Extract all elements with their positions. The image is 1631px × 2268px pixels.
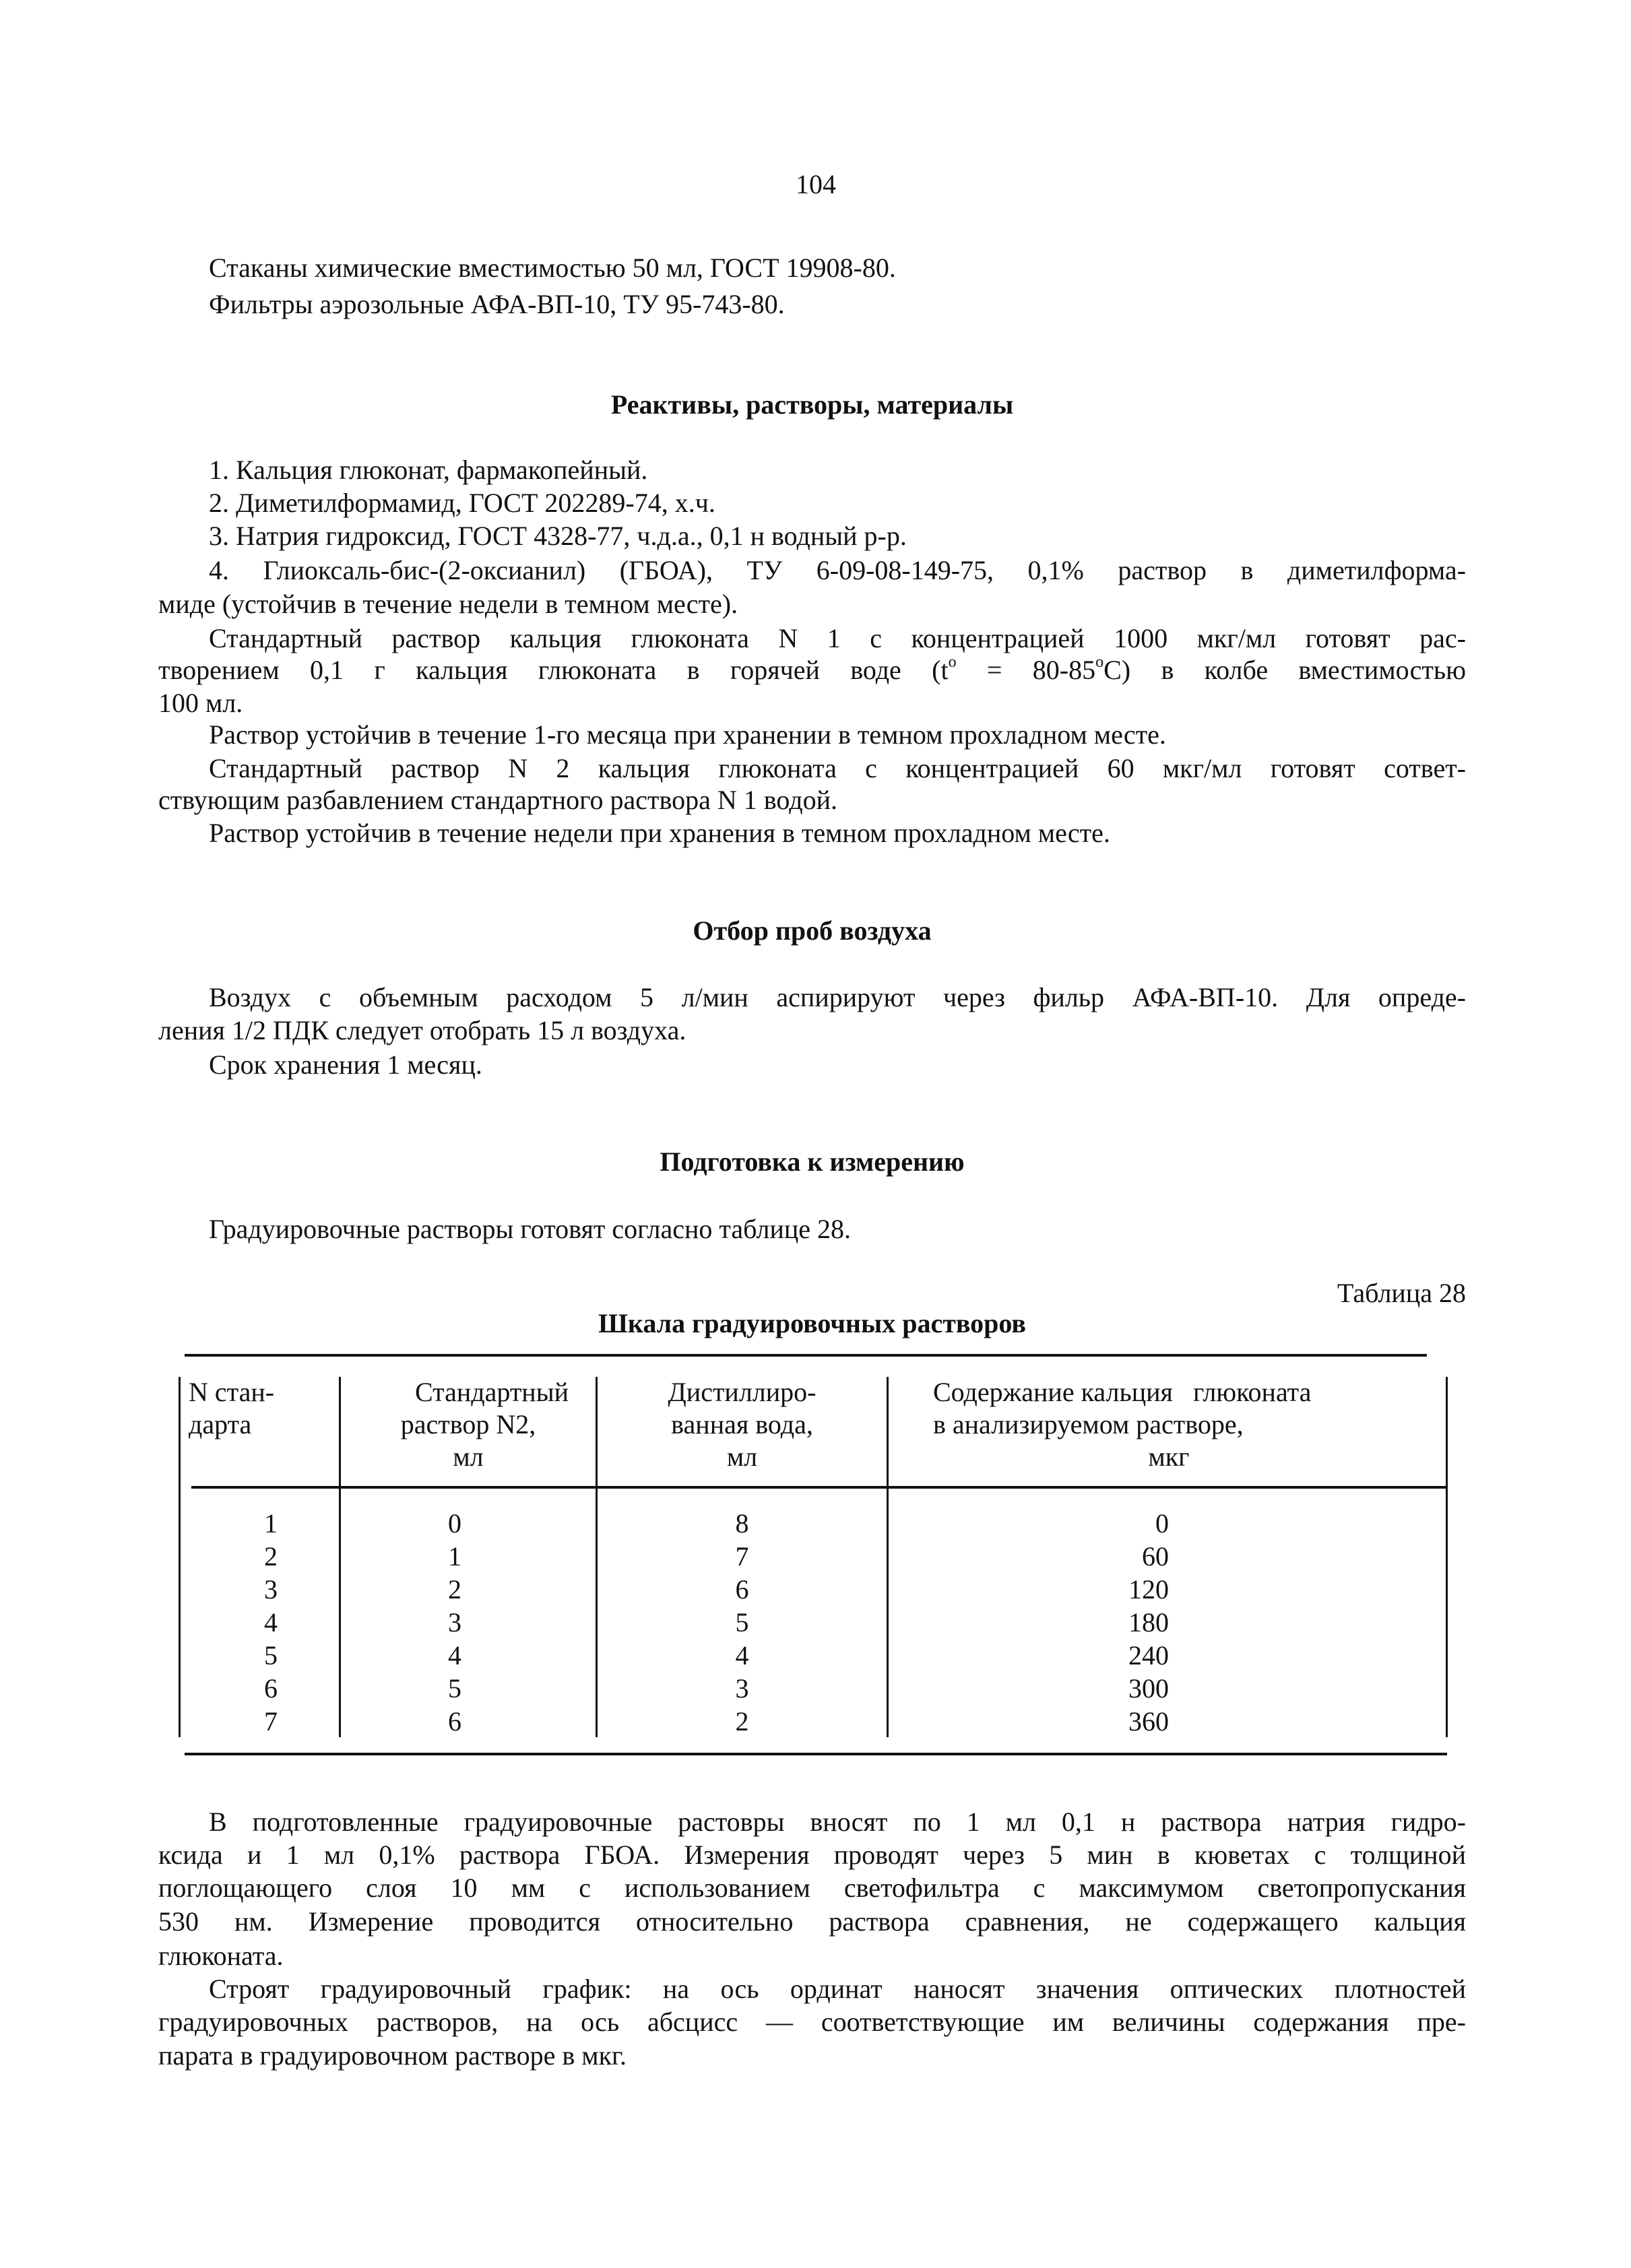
table-cell: 2 xyxy=(735,1706,749,1737)
reagent-item: 3. Натрия гидроксид, ГОСТ 4328-77, ч.д.а., 0,1 н водный р-р. xyxy=(209,521,907,551)
table-cell: 4 xyxy=(264,1607,278,1638)
sampling-text: Воздух с объемным расходом 5 л/мин аспирируют через фильр АФА-ВП-10. Для опреде- xyxy=(209,982,1466,1012)
table-cell: 240 xyxy=(1128,1640,1169,1671)
table-cell: 0 xyxy=(1155,1508,1169,1538)
std2-text: ствующим разбавлением стандартного раствора N 1 водой. xyxy=(158,785,837,815)
preparation-intro: Градуировочные растворы готовят согласно таблице 28. xyxy=(209,1214,852,1244)
section-heading-reagents: Реактивы, растворы, материалы xyxy=(610,389,1014,420)
table-cell: 8 xyxy=(735,1508,749,1538)
table-cell: 60 xyxy=(1142,1541,1169,1572)
table-cell: 6 xyxy=(264,1673,278,1704)
sampling-text: ления 1/2 ПДК следует отобрать 15 л воздуха. xyxy=(158,1015,686,1045)
table-cell: 180 xyxy=(1128,1607,1169,1638)
std2-stability: Раствор устойчив в течение недели при хранения в темном прохладном месте. xyxy=(209,818,1110,848)
table-header-std-solution: Стандартный раствор N2, мл xyxy=(400,1377,569,1472)
table-header-water: Дистиллиро- ванная вода, мл xyxy=(668,1377,817,1472)
page-number: 104 xyxy=(796,169,836,199)
procedure-text: 530 нм. Измерение проводится относительно раствора сравнения, не содержащего кальция xyxy=(158,1906,1466,1937)
std1-stability: Раствор устойчив в течение 1-го месяца при хранении в темном прохладном месте. xyxy=(209,719,1166,750)
procedure-text: ксида и 1 мл 0,1% раствора ГБОА. Измерения проводят через 5 мин в кюветах с толщиной xyxy=(158,1840,1466,1870)
table-cell: 300 xyxy=(1128,1673,1169,1704)
table-header-n: N стан- дарта xyxy=(189,1377,275,1439)
table-cell: 3 xyxy=(448,1607,461,1638)
equipment-line: Фильтры аэрозольные АФА-ВП-10, ТУ 95-743-80. xyxy=(209,289,785,319)
section-heading-sampling: Отбор проб воздуха xyxy=(693,915,932,946)
std1-text: Стандартный раствор кальция глюконата N 1 с концентрацией 1000 мкг/мл готовят рас- xyxy=(209,623,1466,653)
table-col-line xyxy=(887,1377,889,1737)
equipment-line: Стаканы химические вместимостью 50 мл, ГОСТ 19908-80. xyxy=(209,253,896,283)
table-cell: 5 xyxy=(735,1607,749,1638)
table-cell: 7 xyxy=(735,1541,749,1572)
table-cell: 1 xyxy=(264,1508,278,1538)
std2-text: Стандартный раствор N 2 кальция глюконата с концентрацией 60 мкг/мл готовят сответ- xyxy=(209,753,1466,783)
table-label: Таблица 28 xyxy=(1337,1278,1466,1308)
reagent-item: 2. Диметилформамид, ГОСТ 202289-74, х.ч. xyxy=(209,488,715,518)
graph-text: Строят градуировочный график: на ось ординат наносят значения оптических плотностей xyxy=(209,1974,1466,2004)
table-cell: 1 xyxy=(448,1541,461,1572)
table-cell: 4 xyxy=(735,1640,749,1671)
sampling-storage: Срок хранения 1 месяц. xyxy=(209,1049,482,1080)
table-cell: 5 xyxy=(448,1673,461,1704)
std1-text: 100 мл. xyxy=(158,688,243,718)
reagent-item: 4. Глиоксаль-бис-(2-оксианил) (ГБОА), ТУ 6-09-08-149-75, 0,1% раствор в диметилформа- xyxy=(209,555,1466,585)
table-cell: 2 xyxy=(264,1541,278,1572)
table-cell: 120 xyxy=(1128,1574,1169,1605)
std1-text: творением 0,1 г кальция глюконата в горячей воде $(t^o = 80-85^oC)$ в колбе вместимостью xyxy=(158,653,1466,685)
procedure-text: поглощающего слоя 10 мм с использованием светофильтра с максимумом светопропускания xyxy=(158,1873,1466,1903)
table-cell: 6 xyxy=(735,1574,749,1605)
table-cell: 7 xyxy=(264,1706,278,1737)
table-cell: 2 xyxy=(448,1574,461,1605)
table-cell: 5 xyxy=(264,1640,278,1671)
table-title: Шкала градуировочных растворов xyxy=(598,1308,1027,1338)
table-cell: 3 xyxy=(735,1673,749,1704)
procedure-text: В подготовленные градуировочные растовры вносят по 1 мл 0,1 н раствора натрия гидро- xyxy=(209,1807,1466,1837)
table-col-line xyxy=(1446,1377,1448,1737)
procedure-text: глюконата. xyxy=(158,1941,284,1971)
table-cell: 3 xyxy=(264,1574,278,1605)
table-cell: 360 xyxy=(1128,1706,1169,1737)
reagent-item-cont: миде (устойчив в течение недели в темном месте). xyxy=(158,589,738,619)
graph-text: парата в градуировочном растворе в мкг. xyxy=(158,2040,627,2071)
table-header-rule xyxy=(191,1486,1447,1489)
section-heading-preparation: Подготовка к измерению xyxy=(660,1146,965,1177)
table-cell: 6 xyxy=(448,1706,461,1737)
table-bottom-rule xyxy=(185,1753,1447,1755)
table-header-content: Содержание кальция глюконата в анализируемом растворе, мкг xyxy=(933,1377,1312,1472)
table-cell: 0 xyxy=(448,1508,461,1538)
graph-text: градуировочных растворов, на ось абсцисс — соответствующие им величины содержания пре- xyxy=(158,2007,1466,2037)
reagent-item: 1. Кальция глюконат, фармакопейный. xyxy=(209,455,648,485)
table-cell: 4 xyxy=(448,1640,461,1671)
table-top-rule xyxy=(185,1354,1427,1357)
